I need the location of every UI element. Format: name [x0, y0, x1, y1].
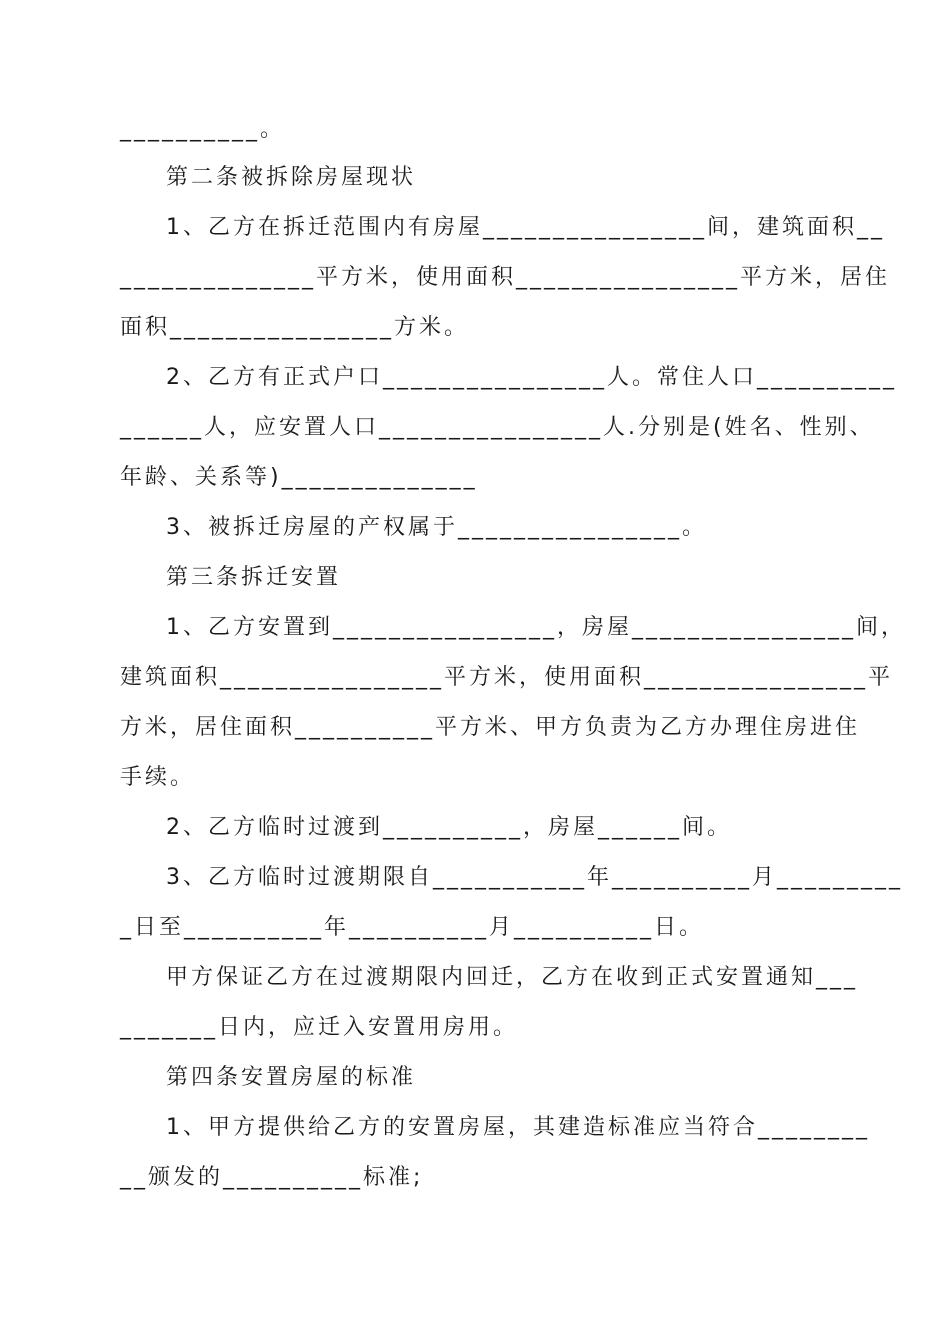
section-heading-article-3: 第三条拆迁安置 — [166, 565, 342, 590]
text-line: 建筑面积________________平方米，使用面积________________平 — [120, 665, 894, 690]
section-heading-article-2: 第二条被拆除房屋现状 — [166, 165, 417, 190]
text-line: 1、甲方提供给乙方的安置房屋，其建造标准应当符合________ — [166, 1115, 870, 1140]
text-line: 1、乙方安置到________________，房屋________________间， — [166, 615, 906, 640]
text-line: 甲方保证乙方在过渡期限内回迁，乙方在收到正式安置通知___ — [166, 965, 859, 990]
text-line: 2、乙方临时过渡到__________，房屋______间。 — [166, 815, 732, 840]
text-line: 方米，居住面积__________平方米、甲方负责为乙方办理住房进住 — [120, 715, 861, 740]
text-line: ______________平方米，使用面积________________平方米，居住 — [120, 265, 891, 290]
text-line: _______日内，应迁入安置用房用。 — [120, 1015, 519, 1040]
text-line-continuation: __________。 — [120, 117, 286, 142]
text-line: 3、被拆迁房屋的产权属于________________。 — [166, 515, 707, 540]
text-line: 2、乙方有正式户口________________人。常住人口__________ — [166, 365, 897, 390]
text-line: 年龄、关系等)______________ — [120, 465, 478, 490]
text-line: 3、乙方临时过渡期限自___________年__________月_________ — [166, 865, 903, 890]
text-line: ______人，应安置人口________________人.分别是(姓名、性别、 — [120, 415, 875, 440]
text-line: __颁发的__________标准; — [120, 1165, 424, 1190]
text-line: 面积________________方米。 — [120, 315, 470, 340]
text-line: 1、乙方在拆迁范围内有房屋________________间，建筑面积__ — [166, 215, 885, 240]
text-line: 手续。 — [120, 765, 196, 790]
text-line: _日至__________年__________月__________日。 — [120, 915, 705, 940]
section-heading-article-4: 第四条安置房屋的标准 — [166, 1065, 417, 1090]
